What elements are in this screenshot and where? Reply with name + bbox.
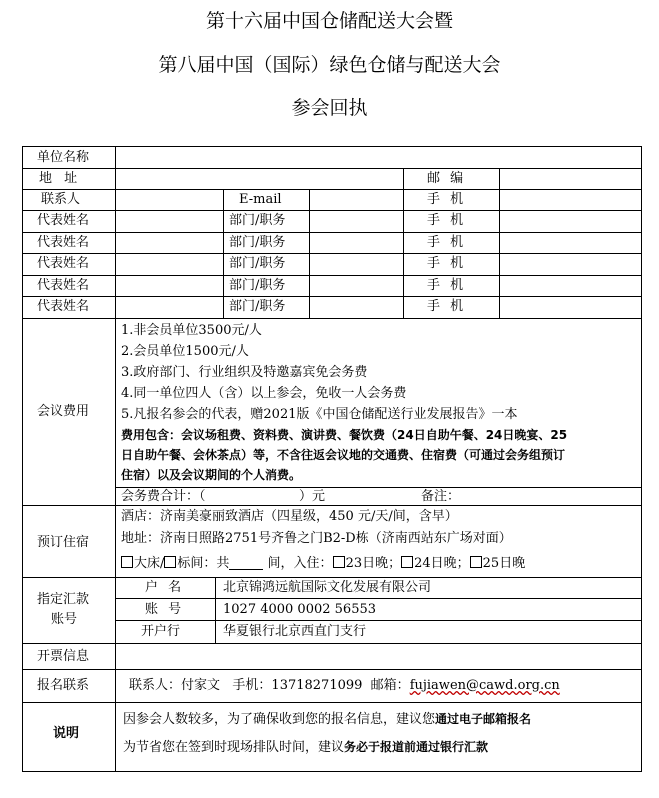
note-line-1-text: 因参会人数较多，为了确保收到您的报名信息，建议您 [123,712,436,727]
night-24-checkbox[interactable] [401,556,413,568]
label-bank-2: 账号 [51,612,78,627]
label-mobile: 手 机 [427,235,467,250]
night-23-checkbox[interactable] [333,556,345,568]
label-bank-name: 开户行 [141,624,181,639]
label-mobile: 手 机 [427,278,467,293]
fee-item: 3.政府部门、行业组织及特邀嘉宾免会务费 [121,365,368,380]
fee-item: 4.同一单位四人（含）以上参会，免收一人会务费 [121,386,407,401]
note-line-2-emphasis: 务必于报道前通过银行汇款 [344,740,489,754]
registration-phone: 手机：13718271099 [232,678,363,693]
fee-item: 1.非会员单位3500元/人 [121,323,262,338]
title-line-1: 第十六届中国仓储配送大会暨 [205,10,453,32]
label-bank-1: 指定汇款 [37,592,90,607]
label-account-name: 户 名 [145,580,185,595]
registration-contact: 联系人：付家文 [129,678,221,693]
label-rep-name: 代表姓名 [37,235,90,250]
label-unit-name: 单位名称 [37,150,90,165]
title-line-2: 第八届中国（国际）绿色仓储与配送大会 [158,54,501,76]
note-line-1-emphasis: 通过电子邮箱报名 [435,712,532,726]
label-dept: 部门/职务 [229,256,286,271]
room-count-blank[interactable] [229,557,263,570]
label-account-no: 账 号 [145,602,185,617]
fee-total-prefix: 会务费合计：（ [121,489,206,504]
label-mobile: 手 机 [427,256,467,271]
note-line-2 [123,741,488,754]
label-address: 地 址 [39,171,82,186]
note-line-2-text: 为节省您在签到时现场排队时间，建议 [123,740,345,755]
account-name: 北京锦鸿远航国际文化发展有限公司 [223,580,432,595]
fee-includes: 住宿）以及会议期间的个人消费。 [121,468,302,482]
label-mobile: 手 机 [427,299,467,314]
label-mobile: 手 机 [427,192,467,207]
label-postcode: 邮 编 [427,171,467,186]
label-rep-name: 代表姓名 [37,299,90,314]
label-dept: 部门/职务 [229,278,286,293]
bank-name: 华夏银行北京西直门支行 [223,624,367,639]
rooms-unit-label: 间，入住： [267,556,333,571]
fee-total-suffix: ）元 [299,489,326,504]
label-registration: 报名联系 [37,678,90,693]
fee-remark: 备注： [421,489,461,504]
registration-contact-line [129,679,560,692]
label-dept: 部门/职务 [229,235,286,250]
label-mobile: 手 机 [427,213,467,228]
hotel-address: 地址：济南日照路2751号齐鲁之门B2-D栋（济南西站东广场对面） [121,531,512,546]
label-rep-name: 代表姓名 [37,278,90,293]
standard-room-checkbox[interactable] [164,556,176,568]
night-25-checkbox[interactable] [470,556,482,568]
room-options [121,556,525,570]
label-invoice: 开票信息 [37,649,90,664]
big-bed-label: 大床/ [134,556,165,571]
label-hotel: 预订住宿 [37,535,90,550]
title-line-3: 参会回执 [291,97,368,119]
note-line-1 [123,713,531,726]
registration-email[interactable]: fujiawen@cawd.org.cn [409,678,560,693]
night-24-label: 24日晚； [414,556,470,571]
big-bed-checkbox[interactable] [121,556,133,568]
label-fees: 会议费用 [37,404,90,419]
fee-includes: 费用包含：会议场租费、资料费、演讲费、餐饮费（24日自助午餐、24日晚宴、25 [121,428,568,442]
fee-item: 2.会员单位1500元/人 [121,344,249,359]
label-email: E-mail [239,192,282,207]
label-rep-name: 代表姓名 [37,213,90,228]
registration-form [22,146,642,772]
account-no: 1027 4000 0002 56553 [223,602,377,617]
fee-includes: 日自助午餐、会休茶点）等，不含往返会议地的交通费、住宿费（可通过会务组预订 [121,448,566,462]
label-rep-name: 代表姓名 [37,256,90,271]
hotel-name: 酒店：济南美豪丽致酒店（四星级，450 元/天/间，含早） [121,509,458,524]
label-dept: 部门/职务 [229,213,286,228]
night-25-label: 25日晚 [482,556,526,571]
standard-room-label: 标间：共 [177,556,230,571]
label-dept: 部门/职务 [229,299,286,314]
label-note: 说明 [53,726,80,741]
label-contact: 联系人 [41,192,81,207]
night-23-label: 23日晚； [345,556,402,571]
registration-email-label: 邮箱： [370,678,410,693]
fee-item: 5.凡报名参会的代表，赠2021版《中国仓储配送行业发展报告》一本 [121,407,518,422]
